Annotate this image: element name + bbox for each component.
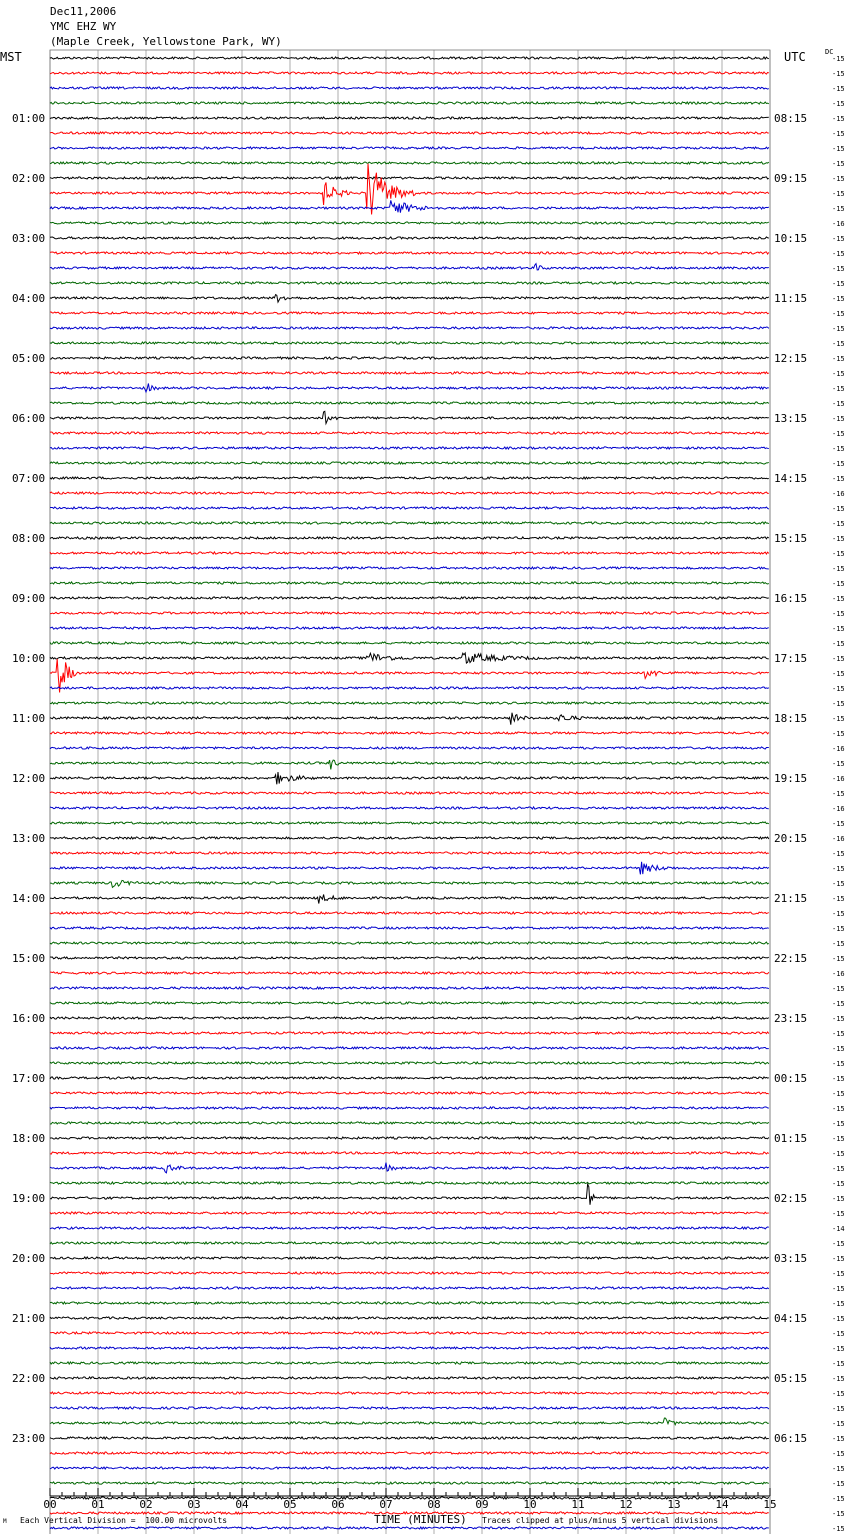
dc-offset-value: -15	[832, 1165, 845, 1173]
dc-offset-value: -15	[832, 1420, 845, 1428]
right-timezone-label: UTC	[784, 50, 806, 64]
dc-offset-value: -15	[832, 145, 845, 153]
dc-offset-value: -15	[832, 1210, 845, 1218]
seismic-trace	[50, 342, 769, 344]
dc-offset-value: -15	[832, 1030, 845, 1038]
dc-offset-value: -15	[832, 1345, 845, 1353]
clipping-note: Traces clipped at plus/minus 5 vertical divisions	[482, 1516, 719, 1525]
seismic-trace	[50, 1418, 769, 1425]
dc-offset-value: -15	[832, 385, 845, 393]
seismic-trace	[50, 1452, 769, 1454]
left-hour-label: 10:00	[12, 652, 46, 665]
left-hour-label: 19:00	[12, 1192, 46, 1205]
seismic-trace	[50, 987, 769, 989]
dc-offset-value: -15	[832, 295, 845, 303]
seismic-trace	[50, 1137, 769, 1139]
seismic-trace	[50, 627, 769, 629]
dc-offset-value: -15	[832, 445, 845, 453]
seismic-trace	[50, 507, 769, 509]
dc-offset-value: -16	[832, 805, 845, 813]
seismic-trace	[50, 222, 769, 224]
dc-offset-value: -15	[832, 1480, 845, 1488]
seismic-trace	[50, 772, 769, 784]
seismic-trace	[50, 117, 769, 119]
seismic-trace	[50, 357, 769, 359]
dc-offset-value: -16	[832, 220, 845, 228]
time-axis	[43, 1488, 776, 1511]
dc-offset-value: -15	[832, 460, 845, 468]
dc-offset-value: -15	[832, 235, 845, 243]
dc-offset-value: -16	[832, 490, 845, 498]
right-hour-label: 08:15	[774, 112, 808, 125]
dc-offset-value: -15	[832, 670, 845, 678]
dc-offset-value: -15	[832, 55, 845, 63]
seismic-trace	[50, 102, 769, 104]
dc-offset-value: -15	[832, 565, 845, 573]
right-hour-label: 09:15	[774, 172, 808, 185]
dc-offset-value: -15	[832, 85, 845, 93]
dc-offset-value: -15	[832, 310, 845, 318]
seismic-trace	[50, 1527, 769, 1529]
dc-offset-value: -15	[832, 760, 845, 768]
dc-offset-value: -15	[832, 1405, 845, 1413]
left-hour-label: 13:00	[12, 832, 46, 845]
seismic-trace	[50, 972, 769, 974]
x-tick-label: 10	[523, 1498, 537, 1511]
dc-offset-value: -15	[832, 115, 845, 123]
dc-offset-value: -15	[832, 955, 845, 963]
left-hour-label: 11:00	[12, 712, 46, 725]
left-hour-label: 15:00	[12, 952, 46, 965]
seismic-trace	[50, 447, 769, 449]
dc-offset-value: -15	[832, 1510, 845, 1518]
seismic-trace	[50, 462, 769, 464]
left-hour-label: 20:00	[12, 1252, 46, 1265]
seismic-trace	[50, 200, 769, 212]
seismic-trace	[50, 432, 769, 434]
seismic-trace	[50, 1407, 769, 1409]
corner-mark: M	[3, 1518, 7, 1525]
seismic-trace	[50, 1437, 769, 1439]
dc-offset-value: -15	[832, 1465, 845, 1473]
seismic-trace	[50, 1002, 769, 1004]
right-hour-label: 15:15	[774, 532, 808, 545]
dc-offset-value: -15	[832, 925, 845, 933]
dc-offset-value: -15	[832, 175, 845, 183]
seismic-trace	[50, 747, 769, 749]
dc-offset-value: -15	[832, 1240, 845, 1248]
dc-offset-value: -15	[832, 640, 845, 648]
dc-offset-value: -16	[832, 745, 845, 753]
dc-offset-header: DC	[825, 48, 834, 56]
x-tick-label: 06	[331, 1498, 345, 1511]
right-hour-label: 04:15	[774, 1312, 808, 1325]
seismic-trace	[50, 1287, 769, 1289]
seismic-trace	[50, 87, 769, 89]
seismic-trace	[50, 927, 769, 929]
seismic-trace	[50, 702, 769, 704]
right-hour-label: 19:15	[774, 772, 808, 785]
dc-offset-value: -15	[832, 1315, 845, 1323]
seismic-trace	[50, 687, 769, 689]
seismic-trace	[50, 1122, 769, 1124]
seismic-trace	[50, 597, 769, 599]
seismic-trace	[50, 477, 769, 479]
dc-offset-value: -15	[832, 70, 845, 78]
seismic-trace	[50, 132, 769, 134]
x-tick-label: 07	[379, 1498, 393, 1511]
seismic-trace	[50, 852, 769, 854]
seismic-trace	[50, 1062, 769, 1064]
dc-offset-value: -15	[832, 475, 845, 483]
dc-offset-value: -15	[832, 1120, 845, 1128]
dc-offset-value: -15	[832, 1285, 845, 1293]
x-tick-label: 04	[235, 1498, 249, 1511]
x-tick-label: 14	[715, 1498, 729, 1511]
seismic-trace	[50, 1242, 769, 1244]
dc-offset-value: -15	[832, 820, 845, 828]
left-hour-label: 06:00	[12, 412, 46, 425]
seismic-trace	[50, 1047, 769, 1049]
left-hour-label: 08:00	[12, 532, 46, 545]
seismic-trace	[50, 1077, 769, 1079]
x-tick-label: 11	[571, 1498, 585, 1511]
seismic-trace	[50, 264, 769, 270]
left-timezone-label: MST	[0, 50, 22, 64]
left-hour-label: 02:00	[12, 172, 46, 185]
vertical-scale-note: Each Vertical Division = 100.00 microvolts	[20, 1516, 228, 1525]
seismic-trace	[50, 1497, 769, 1499]
seismic-trace	[50, 822, 769, 824]
seismic-trace	[50, 582, 769, 584]
right-hour-label: 13:15	[774, 412, 808, 425]
plot-frame	[50, 50, 770, 1534]
seismic-trace	[50, 1302, 769, 1304]
right-hour-label: 17:15	[774, 652, 808, 665]
right-hour-label: 14:15	[774, 472, 808, 485]
dc-offset-value: -15	[832, 985, 845, 993]
seismic-traces	[50, 57, 769, 1534]
right-hour-label: 06:15	[774, 1432, 808, 1445]
seismic-trace	[50, 732, 769, 734]
seismic-trace	[50, 942, 769, 944]
seismic-trace	[50, 957, 769, 959]
x-tick-label: 09	[475, 1498, 489, 1511]
dc-offset-value: -15	[832, 1375, 845, 1383]
seismic-trace	[50, 372, 769, 374]
dc-offset-value: -15	[832, 430, 845, 438]
seismic-trace	[50, 894, 769, 903]
seismic-trace	[50, 713, 769, 725]
hour-labels	[12, 55, 845, 1534]
dc-offset-value: -15	[832, 1090, 845, 1098]
left-hour-label: 09:00	[12, 592, 46, 605]
seismic-trace	[50, 1317, 769, 1319]
dc-offset-value: -15	[832, 205, 845, 213]
record-date: Dec11,2006	[50, 5, 117, 18]
x-tick-label: 02	[139, 1498, 153, 1511]
seismic-trace	[50, 282, 769, 284]
right-hour-label: 12:15	[774, 352, 808, 365]
seismic-trace	[50, 383, 769, 392]
right-hour-label: 11:15	[774, 292, 808, 305]
seismic-trace	[50, 522, 769, 524]
right-hour-label: 00:15	[774, 1072, 808, 1085]
dc-offset-value: -15	[832, 505, 845, 513]
seismic-trace	[50, 177, 769, 179]
dc-offset-value: -15	[832, 1390, 845, 1398]
dc-offset-value: -15	[832, 355, 845, 363]
seismic-trace	[50, 312, 769, 314]
seismic-trace	[50, 57, 769, 59]
dc-offset-value: -15	[832, 1045, 845, 1053]
dc-offset-value: -15	[832, 685, 845, 693]
left-hour-label: 05:00	[12, 352, 46, 365]
x-axis-title: TIME (MINUTES)	[374, 1513, 467, 1526]
right-hour-label: 22:15	[774, 952, 808, 965]
seismic-trace	[50, 552, 769, 554]
left-hour-label: 03:00	[12, 232, 46, 245]
x-tick-label: 08	[427, 1498, 441, 1511]
dc-offset-value: -15	[832, 370, 845, 378]
seismic-trace	[50, 862, 769, 875]
dc-offset-value: -15	[832, 850, 845, 858]
minute-gridlines	[50, 50, 770, 1534]
seismic-trace	[50, 567, 769, 569]
seismic-trace	[50, 162, 769, 164]
left-hour-label: 16:00	[12, 1012, 46, 1025]
seismic-trace	[50, 1332, 769, 1334]
seismic-trace	[50, 237, 769, 239]
dc-offset-value: -15	[832, 190, 845, 198]
right-hour-label: 23:15	[774, 1012, 808, 1025]
dc-offset-value: -15	[832, 1255, 845, 1263]
dc-offset-value: -15	[832, 1525, 845, 1533]
dc-offset-value: -15	[832, 1015, 845, 1023]
seismic-trace	[50, 807, 769, 809]
dc-offset-value: -15	[832, 700, 845, 708]
dc-offset-value: -15	[832, 730, 845, 738]
seismic-trace	[50, 411, 769, 423]
dc-offset-value: -15	[832, 520, 845, 528]
seismic-trace	[50, 912, 769, 914]
dc-offset-value: -15	[832, 715, 845, 723]
seismic-trace	[50, 1377, 769, 1379]
dc-offset-value: -15	[832, 265, 845, 273]
left-hour-label: 01:00	[12, 112, 46, 125]
right-hour-label: 20:15	[774, 832, 808, 845]
dc-offset-value: -15	[832, 625, 845, 633]
dc-offset-value: -16	[832, 835, 845, 843]
seismic-trace	[50, 837, 769, 839]
left-hour-label: 23:00	[12, 1432, 46, 1445]
dc-offset-value: -16	[832, 775, 845, 783]
dc-offset-value: -15	[832, 250, 845, 258]
left-hour-label: 21:00	[12, 1312, 46, 1325]
right-hour-label: 18:15	[774, 712, 808, 725]
left-hour-label: 12:00	[12, 772, 46, 785]
seismic-trace	[50, 653, 769, 663]
seismic-trace	[50, 1467, 769, 1469]
x-tick-label: 00	[43, 1498, 57, 1511]
seismic-trace	[50, 1362, 769, 1364]
seismic-trace	[50, 1152, 769, 1154]
dc-offset-value: -15	[832, 1495, 845, 1503]
seismic-trace	[50, 1163, 769, 1173]
dc-offset-value: -15	[832, 1000, 845, 1008]
seismic-trace	[50, 612, 769, 614]
x-tick-label: 15	[763, 1498, 777, 1511]
seismic-trace	[50, 72, 769, 74]
seismic-trace	[50, 402, 769, 404]
left-hour-label: 18:00	[12, 1132, 46, 1145]
seismic-trace	[50, 252, 769, 254]
seismic-trace	[50, 1212, 769, 1214]
seismic-trace	[50, 1257, 769, 1259]
station-location: (Maple Creek, Yellowstone Park, WY)	[50, 35, 282, 48]
left-hour-label: 04:00	[12, 292, 46, 305]
seismic-trace	[50, 1107, 769, 1109]
dc-offset-value: -15	[832, 1060, 845, 1068]
seismic-trace	[50, 880, 769, 887]
seismic-trace	[50, 295, 769, 303]
dc-offset-value: -14	[832, 1225, 845, 1233]
seismic-trace	[50, 1017, 769, 1019]
x-tick-label: 12	[619, 1498, 633, 1511]
dc-offset-value: -15	[832, 1075, 845, 1083]
dc-offset-value: -15	[832, 655, 845, 663]
seismic-trace	[50, 1032, 769, 1034]
dc-offset-value: -15	[832, 325, 845, 333]
right-hour-label: 16:15	[774, 592, 808, 605]
dc-offset-value: -15	[832, 1300, 845, 1308]
left-hour-label: 07:00	[12, 472, 46, 485]
dc-offset-value: -15	[832, 280, 845, 288]
dc-offset-value: -15	[832, 1330, 845, 1338]
seismic-trace	[50, 1092, 769, 1094]
dc-offset-value: -15	[832, 580, 845, 588]
seismic-trace	[50, 147, 769, 149]
seismic-trace	[50, 492, 769, 494]
seismic-trace	[50, 327, 769, 329]
dc-offset-value: -15	[832, 1435, 845, 1443]
dc-offset-value: -15	[832, 1360, 845, 1368]
left-hour-label: 17:00	[12, 1072, 46, 1085]
right-hour-label: 21:15	[774, 892, 808, 905]
seismic-trace	[50, 792, 769, 794]
dc-offset-value: -15	[832, 415, 845, 423]
x-tick-label: 13	[667, 1498, 681, 1511]
dc-offset-value: -15	[832, 1270, 845, 1278]
dc-offset-value: -15	[832, 895, 845, 903]
right-hour-label: 05:15	[774, 1372, 808, 1385]
right-hour-label: 10:15	[774, 232, 808, 245]
dc-offset-value: -15	[832, 1450, 845, 1458]
right-hour-label: 01:15	[774, 1132, 808, 1145]
dc-offset-value: -15	[832, 130, 845, 138]
dc-offset-value: -15	[832, 100, 845, 108]
dc-offset-value: -15	[832, 1180, 845, 1188]
dc-offset-value: -15	[832, 1195, 845, 1203]
seismic-trace	[50, 1392, 769, 1394]
dc-offset-value: -15	[832, 160, 845, 168]
dc-offset-value: -15	[832, 1135, 845, 1143]
dc-offset-value: -15	[832, 910, 845, 918]
right-hour-label: 03:15	[774, 1252, 808, 1265]
seismic-trace	[50, 1347, 769, 1349]
station-code: YMC EHZ WY	[50, 20, 117, 33]
dc-offset-value: -15	[832, 340, 845, 348]
dc-offset-value: -15	[832, 1150, 845, 1158]
seismic-trace	[50, 537, 769, 539]
dc-offset-value: -15	[832, 865, 845, 873]
seismic-trace	[50, 642, 769, 644]
dc-offset-value: -15	[832, 550, 845, 558]
right-hour-label: 02:15	[774, 1192, 808, 1205]
left-hour-label: 14:00	[12, 892, 46, 905]
dc-offset-value: -15	[832, 880, 845, 888]
dc-offset-value: -15	[832, 1105, 845, 1113]
x-tick-label: 05	[283, 1498, 297, 1511]
dc-offset-value: -15	[832, 940, 845, 948]
dc-offset-value: -15	[832, 610, 845, 618]
seismic-trace	[50, 760, 769, 769]
seismic-trace	[50, 1184, 769, 1204]
dc-offset-value: -16	[832, 970, 845, 978]
dc-offset-value: -15	[832, 535, 845, 543]
seismic-trace	[50, 164, 769, 215]
dc-offset-value: -15	[832, 595, 845, 603]
seismic-trace	[50, 1227, 769, 1229]
left-hour-label: 22:00	[12, 1372, 46, 1385]
seismic-trace	[50, 1272, 769, 1274]
x-tick-label: 03	[187, 1498, 201, 1511]
seismic-trace	[50, 1482, 769, 1484]
seismic-trace	[50, 1182, 769, 1184]
x-tick-label: 01	[91, 1498, 105, 1511]
dc-offset-value: -15	[832, 400, 845, 408]
dc-offset-value: -15	[832, 790, 845, 798]
